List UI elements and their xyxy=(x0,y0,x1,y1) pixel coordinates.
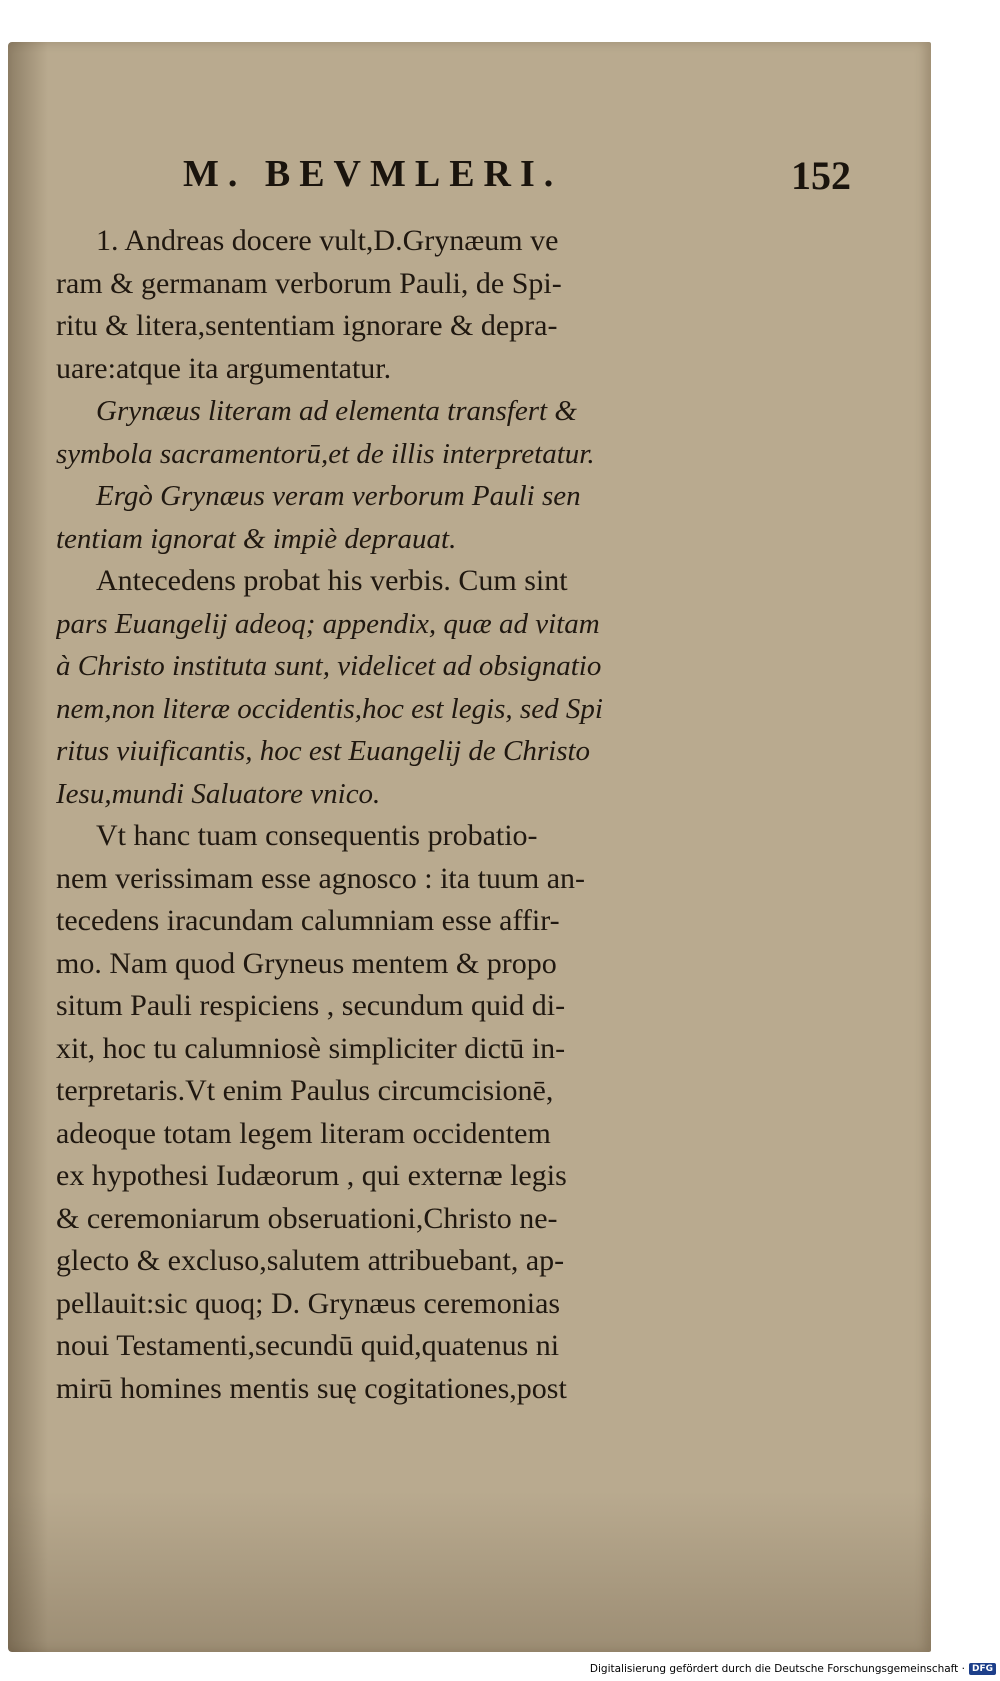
text-line: Vt hanc tuam consequentis probatio- xyxy=(96,819,538,852)
text-line: tentiam ignorat & impiè deprauat. xyxy=(56,522,457,555)
text-line: ritu & litera,sententiam ignorare & depra- xyxy=(56,309,558,342)
page-number: 152 xyxy=(791,153,851,198)
text-line: tecedens iracundam calumniam esse affir- xyxy=(56,904,560,937)
text-line: Iesu,mundi Saluatore vnico. xyxy=(56,777,381,810)
text-line: ritus viuificantis, hoc est Euangelij de Christo xyxy=(56,735,591,767)
text-line: glecto & excluso,salutem attribuebant, ap- xyxy=(56,1244,565,1277)
text-line: pellauit:sic quoq; D. Grynæus ceremonias xyxy=(56,1286,561,1320)
text-line: ram & germanam verborum Pauli, de Spi- xyxy=(56,266,562,300)
digitization-credit xyxy=(590,1661,996,1677)
text-line: 1. Andreas docere vult,D.Grynæum ve xyxy=(96,224,559,257)
text-line: Ergò Grynæus veram verborum Pauli sen xyxy=(96,480,581,512)
text-line: mo. Nam quod Gryneus mentem & propo xyxy=(56,946,557,980)
text-line: nem,non literæ occidentis,hoc est legis, sed Spi xyxy=(56,692,603,725)
text-line: xit, hoc tu calumniosè simpliciter dictū in- xyxy=(56,1031,566,1065)
text-line: terpretaris.Vt enim Paulus circumcisionē, xyxy=(56,1074,554,1107)
text-line: à Christo instituta sunt, videlicet ad obsignatio xyxy=(56,650,602,682)
running-head: M. BEVMLERI. xyxy=(183,153,563,195)
page-header xyxy=(183,152,871,212)
text-line: uare:atque ita argumentatur. xyxy=(56,351,392,385)
text-line: situm Pauli respiciens , secundum quid di- xyxy=(56,989,566,1022)
text-line: ex hypothesi Iudæorum , qui externæ legis xyxy=(56,1159,567,1192)
text-line: & ceremoniarum obseruationi,Christo ne- xyxy=(56,1201,558,1235)
text-line: Antecedens probat his verbis. Cum sint xyxy=(96,564,568,597)
text-line: Grynæus literam ad elementa transfert & xyxy=(96,395,577,427)
credit-text: Digitalisierung gefördert durch die Deutsche Forschungsgemeinschaft · xyxy=(589,1663,965,1675)
text-line: noui Testamenti,secundū quid,quatenus ni xyxy=(56,1329,560,1362)
text-line: pars Euangelij adeoq; appendix, quæ ad vitam xyxy=(56,607,600,640)
text-line: adeoque totam legem literam occidentem xyxy=(56,1116,551,1150)
text-line: symbola sacramentorū,et de illis interpretatur. xyxy=(56,437,595,470)
text-line: mirū homines mentis suę cogitationes,post xyxy=(56,1371,567,1405)
body-text xyxy=(56,220,696,1410)
book-page xyxy=(8,42,931,1652)
text-line: nem verissimam esse agnosco : ita tuum an- xyxy=(56,861,586,895)
dfg-logo: DFG xyxy=(969,1663,996,1675)
